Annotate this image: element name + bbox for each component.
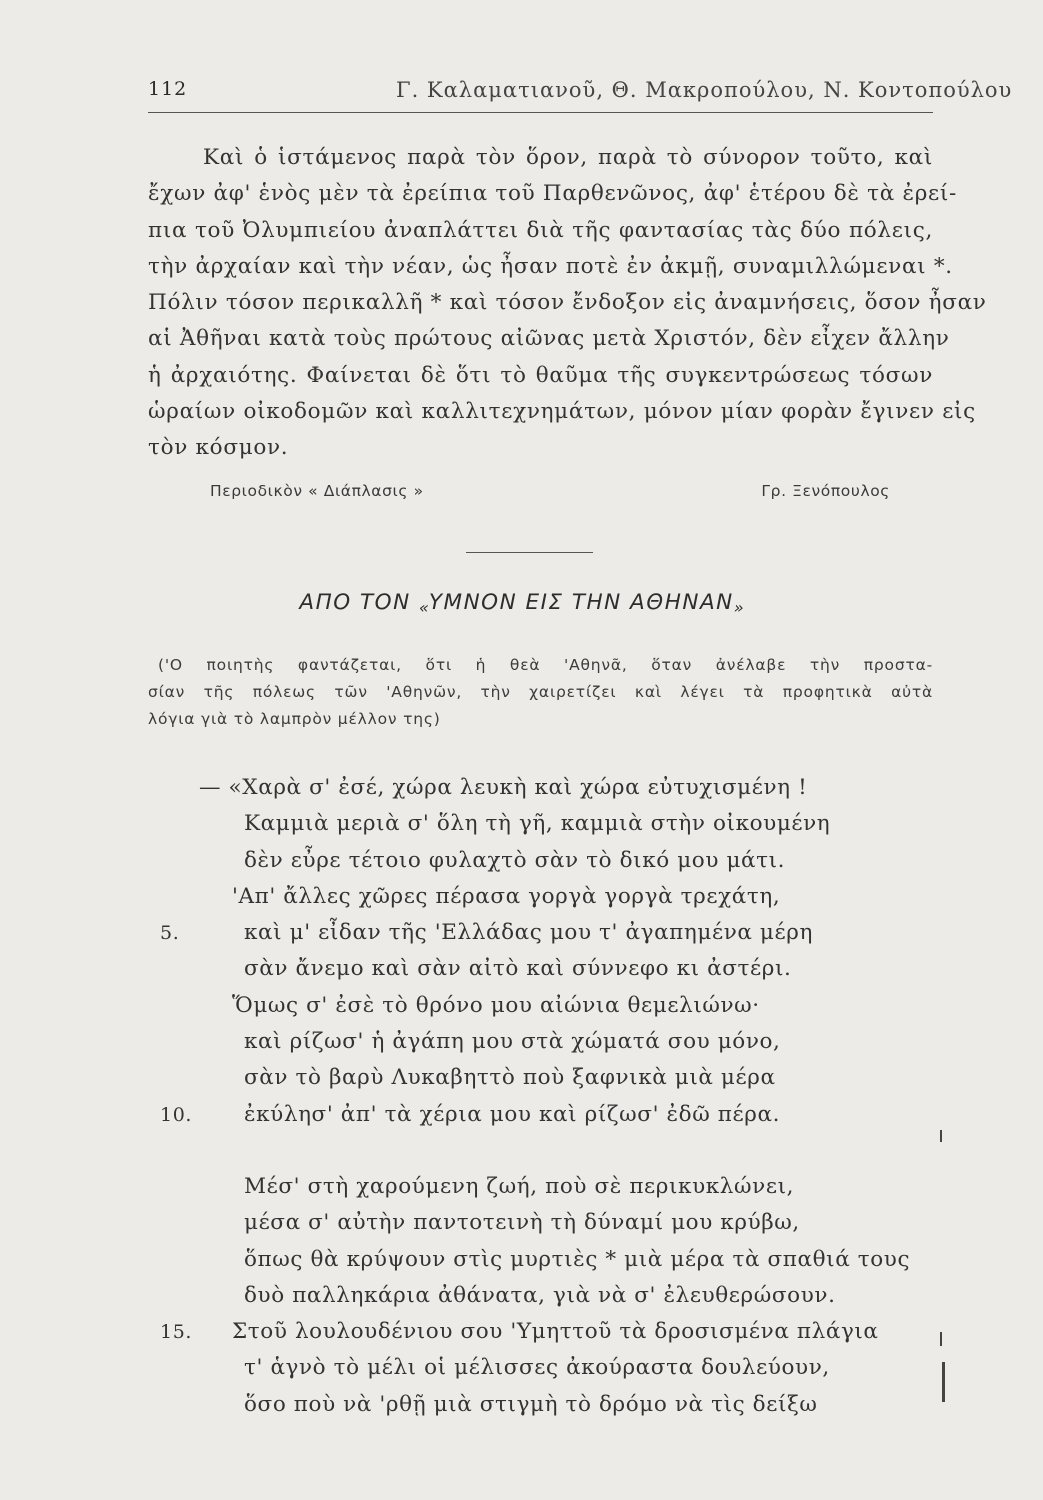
poem-line-text: μέσα σ' αὐτὴν παντοτεινὴ τὴ δύναμί μου κρύβω, bbox=[244, 1210, 800, 1236]
source-periodical: Περιοδικὸν « Διάπλασις » bbox=[210, 482, 424, 500]
poem-line-text: — «Χαρὰ σ' ἐσέ, χώρα λευκὴ καὶ χώρα εὐτυχισμένη ! bbox=[199, 775, 808, 800]
prose-paragraph bbox=[148, 140, 987, 467]
poem-line bbox=[0, 879, 1043, 915]
poem-line-text: 'Απ' ἄλλες χῶρες πέρασα γοργὰ γοργὰ τρεχάτη, bbox=[232, 883, 781, 909]
prose-line: τὴν ἀρχαίαν καὶ τὴν νέαν, ὡς ἦσαν ποτὲ ἐν ἀκμῇ, συναμιλλώμεναι *. bbox=[148, 253, 953, 279]
source-author: Γρ. Ξενόπουλος bbox=[761, 482, 890, 500]
poem-line bbox=[0, 1169, 1043, 1205]
stanza-break bbox=[0, 1133, 1043, 1169]
line-number: 10. bbox=[160, 1103, 193, 1126]
poem-line bbox=[0, 1024, 1043, 1060]
poem-line-text: δυὸ παλληκάρια ἀθάνατα, γιὰ νὰ σ' ἐλευθερώσουν. bbox=[244, 1282, 836, 1308]
poem-line-text: καὶ μ' εἶδαν τῆς 'Ελλάδας μου τ' ἀγαπημένα μέρη bbox=[244, 920, 813, 946]
poem-line-text: τ' ἁγνὸ τὸ μέλι οἱ μέλισσες ἀκούραστα δουλεύουν, bbox=[244, 1355, 830, 1381]
poem-line bbox=[0, 988, 1043, 1024]
quote-open: « bbox=[419, 598, 429, 617]
poem-line bbox=[0, 1205, 1043, 1241]
source-attribution bbox=[210, 482, 890, 508]
header-rule bbox=[148, 112, 933, 113]
poem-line-text: σὰν ἄνεμο καὶ σὰν αἰτὸ καὶ σύννεφο κι ἀστέρι. bbox=[244, 956, 792, 982]
section-title bbox=[0, 590, 1043, 617]
quote-close: » bbox=[733, 598, 744, 617]
poem-line-text: ἐκύλησ' ἀπ' τὰ χέρια μου καὶ ρίζωσ' ἐδῶ πέρα. bbox=[244, 1101, 781, 1127]
poem-line bbox=[0, 770, 1043, 806]
prose-line: Καὶ ὁ ἱστάμενος παρὰ τὸν ὅρον, παρὰ τὸ σύνορον τοῦτο, καὶ bbox=[203, 145, 933, 170]
poem bbox=[0, 770, 1043, 1423]
poem-line bbox=[0, 1060, 1043, 1096]
poem-line bbox=[0, 1278, 1043, 1314]
poem-line-text: δὲν εὖρε τέτοιο φυλαχτὸ σὰν τὸ δικό μου μάτι. bbox=[244, 847, 786, 873]
poem-line bbox=[0, 1097, 1043, 1133]
poem-line bbox=[0, 1350, 1043, 1386]
poem-line bbox=[0, 915, 1043, 951]
poem-line-text: καὶ ρίζωσ' ἡ ἀγάπη μου στὰ χώματά σου μόνο, bbox=[244, 1029, 781, 1055]
poem-line-text: σὰν τὸ βαρὺ Λυκαβηττὸ ποὺ ξαφνικὰ μιὰ μέρα bbox=[244, 1065, 776, 1091]
prose-line: τὸν κόσμον. bbox=[148, 435, 289, 461]
poem-line bbox=[0, 1387, 1043, 1423]
prose-line: ὡραίων οἰκοδομῶν καὶ καλλιτεχνημάτων, μόνον μίαν φορὰν ἔγινεν εἰς bbox=[148, 399, 976, 425]
poem-line-text: Καμμιὰ μεριὰ σ' ὅλη τὴ γῆ, καμμιὰ στὴν οἰκουμένη bbox=[244, 811, 831, 837]
section-title-quoted: ΥΜΝΟΝ ΕΙΣ ΤΗΝ ΑΘΗΝΑΝ bbox=[428, 590, 734, 615]
poem-line-text: Στοῦ λουλουδένιου σου 'Υμηττοῦ τὰ δροσισμένα πλάγια bbox=[232, 1319, 879, 1345]
poem-introduction bbox=[148, 652, 933, 733]
line-number: 15. bbox=[160, 1321, 193, 1344]
prose-line: ἔχων ἀφ' ἑνὸς μὲν τὰ ἐρείπια τοῦ Παρθενῶνος, ἀφ' ἑτέρου δὲ τὰ ἐρεί- bbox=[148, 181, 957, 207]
prose-line: Πόλιν τόσον περικαλλῆ * καὶ τόσον ἔνδοξον εἰς ἀναμνήσεις, ὅσον ἦσαν bbox=[148, 290, 987, 316]
prose-line: πια τοῦ Ὀλυμπιείου ἀναπλάττει διὰ τῆς φαντασίας τὰς δύο πόλεις, bbox=[148, 217, 933, 243]
poem-line bbox=[0, 951, 1043, 987]
margin-mark bbox=[942, 1362, 945, 1402]
running-head: Γ. Καλαματιανοῦ, Θ. Μακροπούλου, Ν. Κοντοπούλου bbox=[396, 78, 1013, 102]
intro-line: λόγια γιὰ τὸ λαμπρὸν μέλλον της) bbox=[148, 710, 441, 728]
prose-line: αἱ Ἀθῆναι κατὰ τοὺς πρώτους αἰῶνας μετὰ Χριστόν, δὲν εἶχεν ἄλλην bbox=[148, 326, 950, 352]
line-number: 5. bbox=[160, 922, 180, 945]
section-separator bbox=[466, 552, 593, 553]
page-number: 112 bbox=[148, 78, 188, 100]
poem-line-text: ὅπως θὰ κρύψουν στὶς μυρτιὲς * μιὰ μέρα τὰ σπαθιά τους bbox=[244, 1246, 911, 1272]
poem-line-text: ὅσο ποὺ νὰ 'ρθῇ μιὰ στιγμὴ τὸ δρόμο νὰ τὶς δείξω bbox=[244, 1391, 818, 1417]
intro-line: ('Ο ποιητὴς φαντάζεται, ὅτι ἡ θεὰ 'Αθηνᾶ, ὅταν ἀνέλαβε τὴν προστα- bbox=[158, 656, 933, 674]
prose-line: ἡ ἀρχαιότης. Φαίνεται δὲ ὅτι τὸ θαῦμα τῆς συγκεντρώσεως τόσων bbox=[148, 362, 933, 388]
margin-mark bbox=[940, 1130, 942, 1142]
intro-line: σίαν τῆς πόλεως τῶν 'Αθηνῶν, τὴν χαιρετίζει καὶ λέγει τὰ προφητικὰ αὐτὰ bbox=[148, 683, 933, 701]
margin-mark bbox=[940, 1332, 942, 1346]
poem-line bbox=[0, 843, 1043, 879]
page-header bbox=[148, 78, 1013, 104]
poem-line bbox=[0, 806, 1043, 842]
section-title-prefix: ΑΠΟ ΤΟΝ bbox=[299, 590, 411, 615]
poem-line-text: Μέσ' στὴ χαρούμενη ζωή, ποὺ σὲ περικυκλώνει, bbox=[244, 1173, 795, 1199]
poem-line-text: Ὅμως σ' ἐσὲ τὸ θρόνο μου αἰώνια θεμελιώνω· bbox=[232, 992, 760, 1018]
poem-line bbox=[0, 1314, 1043, 1350]
poem-line bbox=[0, 1242, 1043, 1278]
